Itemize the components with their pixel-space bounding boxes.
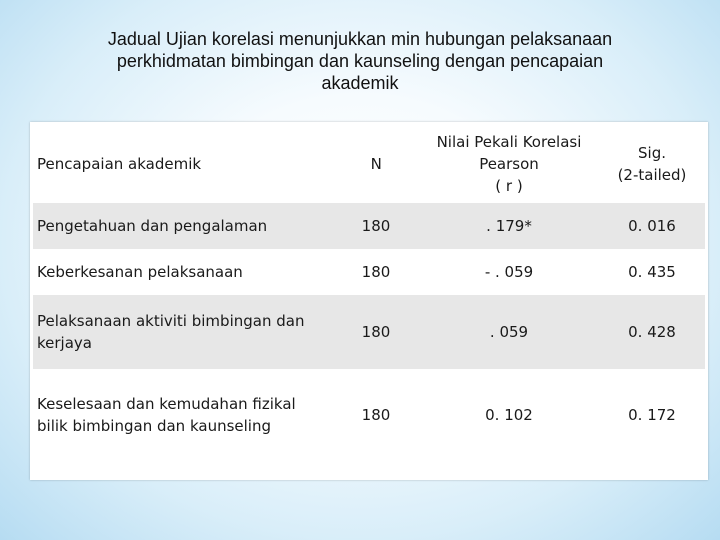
row-label-line-1: Pengetahuan dan pengalaman	[37, 217, 268, 235]
row-sig: 0. 428	[599, 295, 705, 369]
row-label	[33, 295, 333, 369]
row-n: 180	[333, 295, 419, 369]
row-n: 180	[333, 203, 419, 249]
row-label-line-1: Pelaksanaan aktiviti bimbingan dan	[37, 312, 305, 330]
row-sig: 0. 435	[599, 249, 705, 295]
row-r: - . 059	[419, 249, 599, 295]
row-label-line-1: Keselesaan dan kemudahan fizikal	[37, 395, 296, 413]
row-n: 180	[333, 249, 419, 295]
header-n	[333, 125, 419, 203]
correlation-table-container	[30, 122, 708, 480]
title-line-3: akademik	[321, 73, 399, 93]
header-pearson	[419, 125, 599, 203]
header-n-label: N	[370, 155, 382, 173]
header-pearson-line-3: ( r )	[495, 177, 523, 195]
row-r: 0. 102	[419, 369, 599, 461]
table-row	[33, 369, 705, 461]
title-line-2: perkhidmatan bimbingan dan kaunseling dengan pencapaian	[116, 51, 604, 71]
table-row	[33, 249, 705, 295]
header-sig	[599, 125, 705, 203]
header-pencapaian	[33, 125, 333, 203]
header-sig-line-2: (2-tailed)	[617, 166, 687, 184]
slide-title	[40, 28, 680, 94]
row-label	[33, 203, 333, 249]
header-pearson-line-2: Pearson	[479, 155, 539, 173]
row-n: 180	[333, 369, 419, 461]
row-label-line-1: Keberkesanan pelaksanaan	[37, 263, 243, 281]
table-header-row	[33, 125, 705, 203]
row-r: . 059	[419, 295, 599, 369]
header-pearson-line-1: Nilai Pekali Korelasi	[436, 133, 582, 151]
row-sig: 0. 016	[599, 203, 705, 249]
title-line-1: Jadual Ujian korelasi menunjukkan min hubungan pelaksanaan	[107, 29, 613, 49]
row-r: . 179*	[419, 203, 599, 249]
header-sig-line-1: Sig.	[638, 144, 666, 162]
correlation-table	[33, 125, 705, 461]
header-pencapaian-label: Pencapaian akademik	[37, 155, 202, 173]
row-label-line-2: kerjaya	[37, 334, 92, 352]
row-label	[33, 249, 333, 295]
row-sig: 0. 172	[599, 369, 705, 461]
table-row	[33, 203, 705, 249]
row-label	[33, 369, 333, 461]
table-row	[33, 295, 705, 369]
row-label-line-2: bilik bimbingan dan kaunseling	[37, 417, 271, 435]
